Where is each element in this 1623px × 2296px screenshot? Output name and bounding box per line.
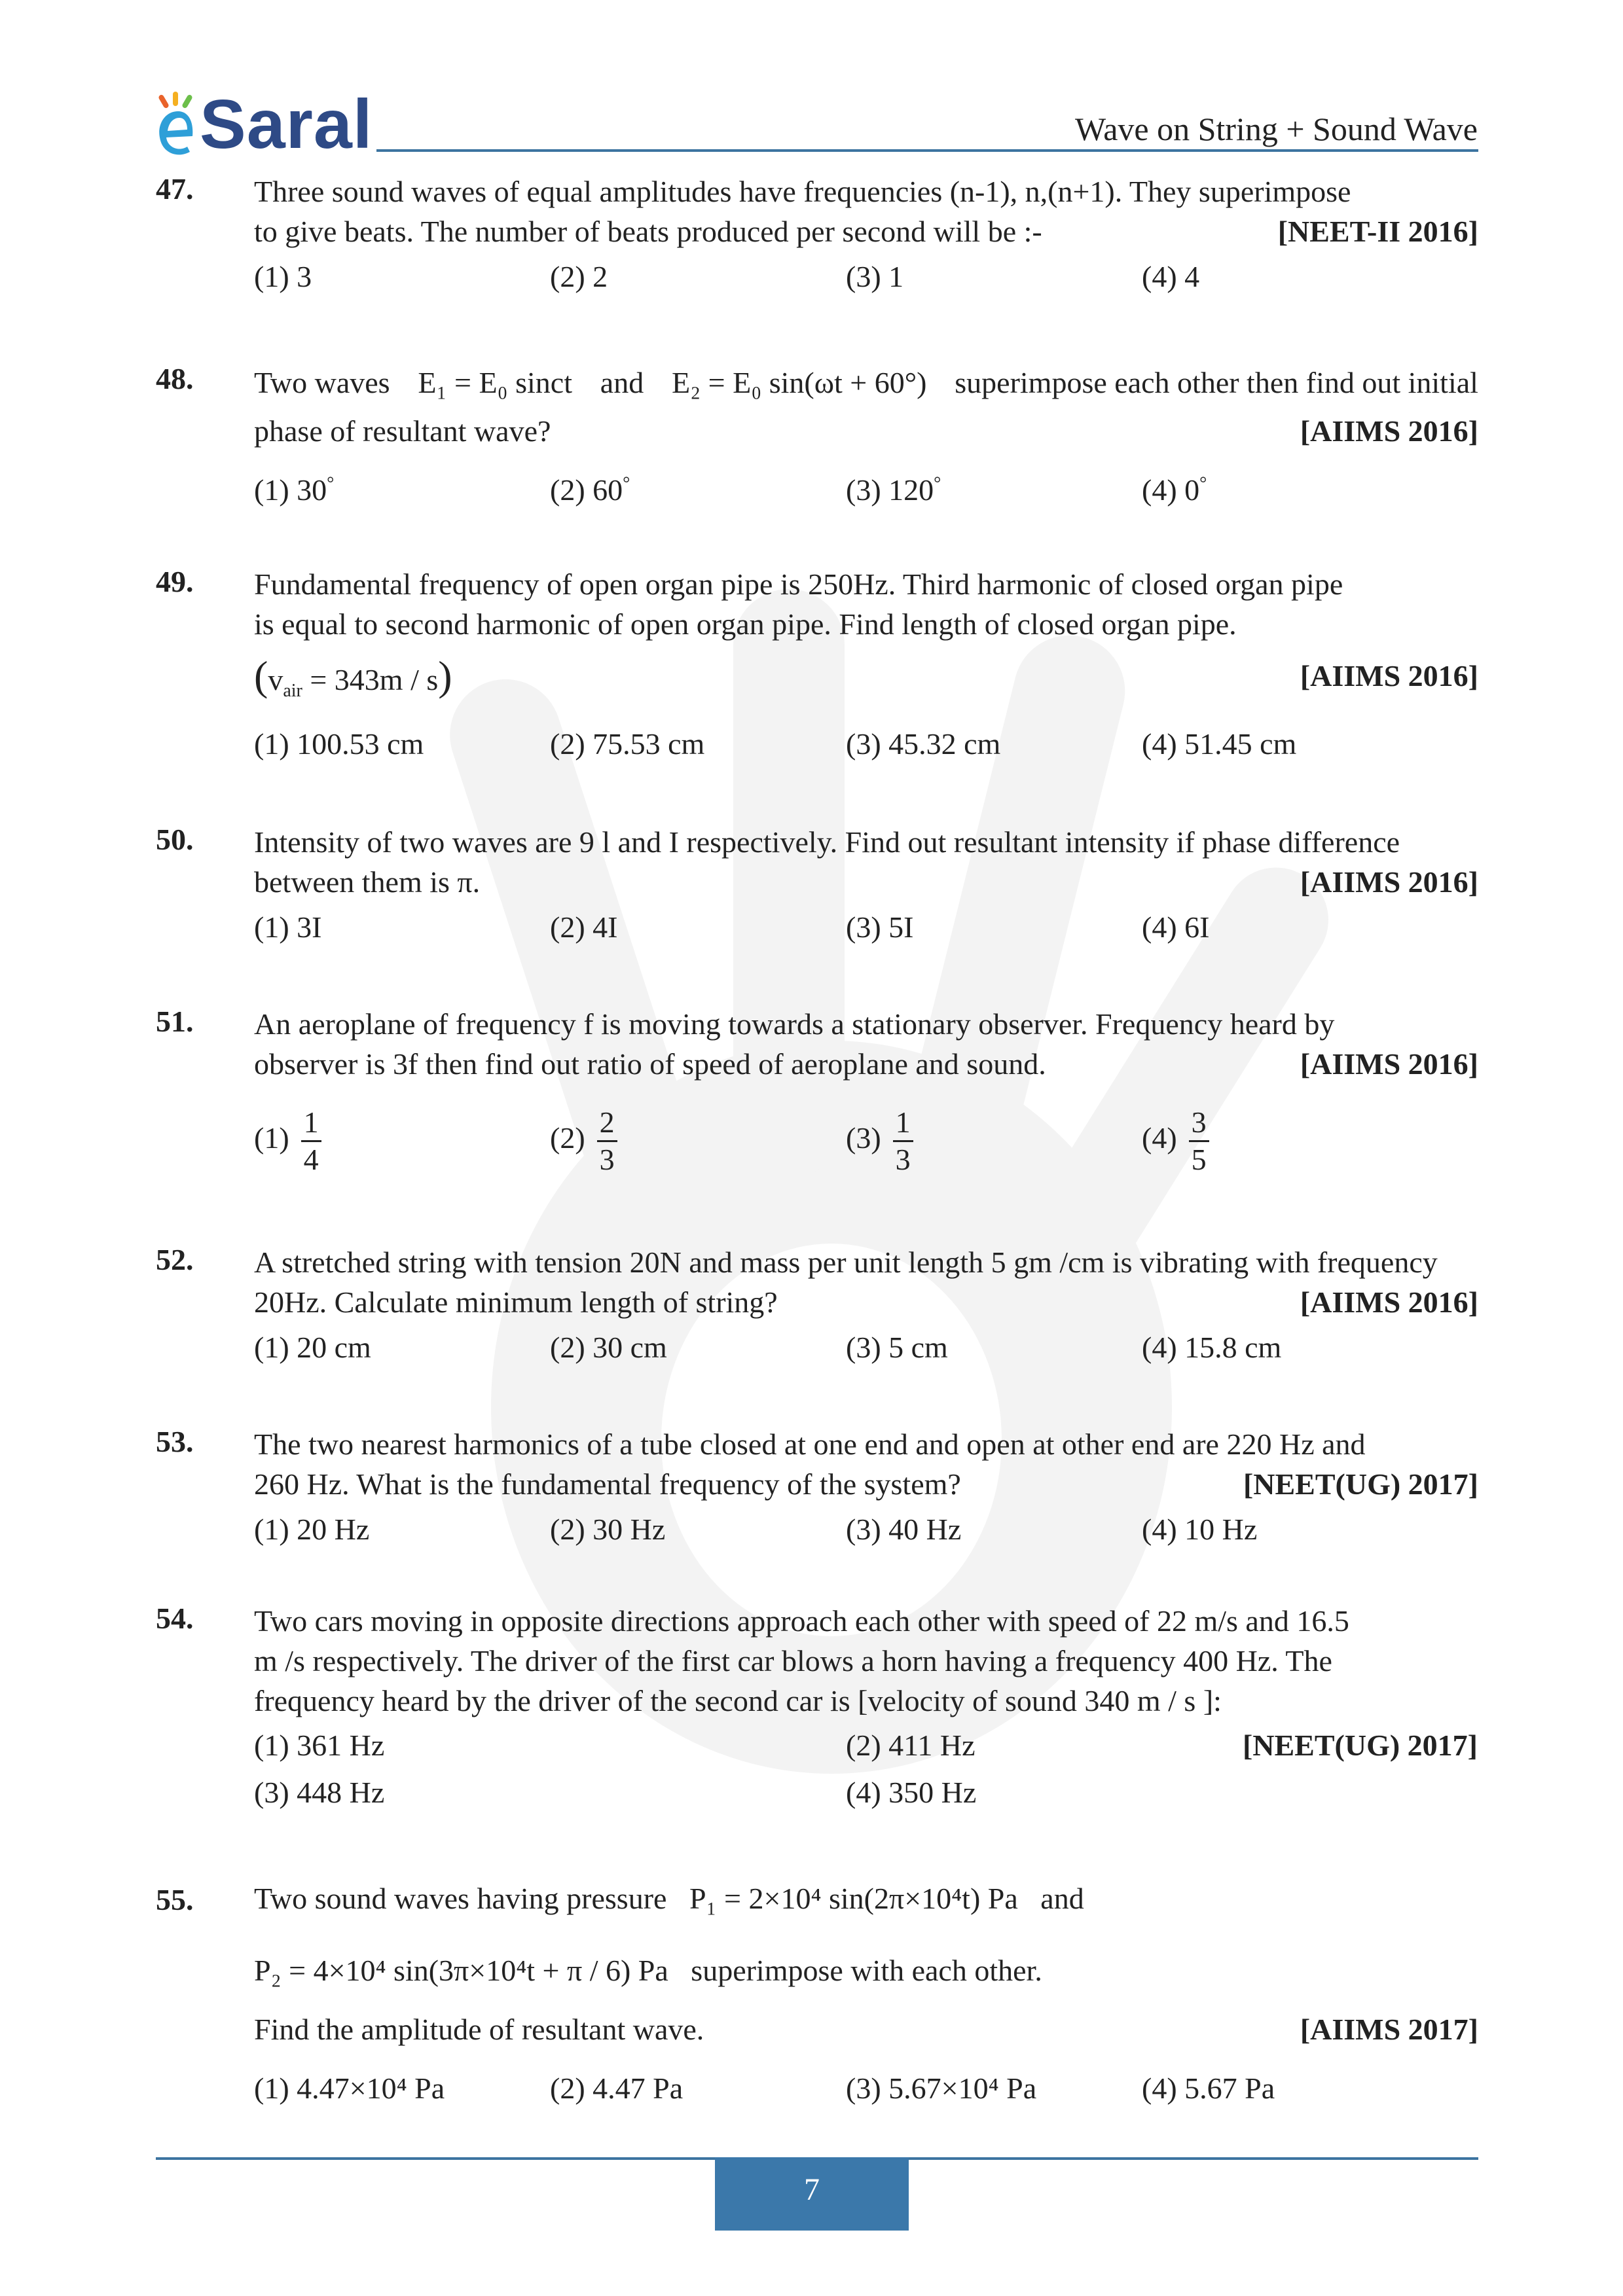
exam-tag: [NEET(UG) 2017] [1243, 1467, 1478, 1501]
exam-tag: [AIIMS 2017] [1300, 2013, 1478, 2046]
option[interactable]: (3) 5.67×10⁴ Pa [846, 2072, 1037, 2105]
question-47-text [254, 171, 1478, 251]
question-line: m /s respectively. The driver of the first car blows a horn having a frequency 400 Hz. The [254, 1644, 1332, 1677]
question-number: 49. [156, 565, 194, 598]
question-text-part: Two sound waves having pressure [254, 1882, 667, 1915]
equation: E₂ = E₀ sin(ωt + 60°) [672, 366, 927, 399]
question-text-part: superimpose each other then find out initial [955, 366, 1478, 399]
option[interactable]: (2) 411 Hz [846, 1729, 976, 1762]
option[interactable]: (4) 0° [1142, 473, 1207, 507]
option[interactable]: (4) 10 Hz [1142, 1513, 1258, 1546]
question-50-text [254, 822, 1478, 902]
option[interactable]: (2) 4.47 Pa [550, 2072, 684, 2105]
question-text-part: and [600, 366, 644, 399]
exam-tag: [AIIMS 2016] [1300, 865, 1478, 899]
exam-tag: [NEET-II 2016] [1277, 215, 1478, 248]
option[interactable]: (1) $\frac{1}{4}$ [254, 1105, 321, 1177]
option[interactable]: (1) 3I [254, 910, 322, 944]
option[interactable]: (3) 5 cm [846, 1331, 948, 1364]
question-text-part: and [1040, 1882, 1084, 1915]
question-line: to give beats. The number of beats produced per second will be :- [254, 215, 1042, 248]
option[interactable]: (1) 20 cm [254, 1331, 371, 1364]
question-54-text [254, 1601, 1478, 1721]
option[interactable]: (4) 6I [1142, 910, 1210, 944]
equation: P₂ = 4×10⁴ sin(3π×10⁴t + π / 6) Pa [254, 1954, 668, 1987]
question-55-text [254, 1876, 1478, 2053]
question-48-text [254, 359, 1478, 456]
question-line: Three sound waves of equal amplitudes have frequencies (n-1), n,(n+1). They superimpose [254, 175, 1351, 208]
equation: P₁ = 2×10⁴ sin(2π×10⁴t) Pa [689, 1882, 1018, 1915]
fraction: $\frac{1}{3}$ [893, 1105, 913, 1177]
option[interactable]: (3) 45.32 cm [846, 727, 1001, 761]
option[interactable]: (3) 5I [846, 910, 914, 944]
exam-tag: [NEET(UG) 2017] [1242, 1729, 1478, 1762]
question-49-text [254, 564, 1478, 711]
option[interactable]: (1) 4.47×10⁴ Pa [254, 2072, 445, 2105]
question-52-text [254, 1242, 1478, 1322]
question-number: 52. [156, 1243, 194, 1276]
option[interactable]: (3) 448 Hz [254, 1776, 385, 1809]
option[interactable]: (2) 4I [550, 910, 618, 944]
question-number: 47. [156, 172, 194, 206]
page-number: 7 [804, 2172, 820, 2207]
question-line: phase of resultant wave? [254, 414, 551, 448]
fraction: $\frac{1}{4}$ [301, 1105, 321, 1177]
option[interactable]: (1) 3 [254, 260, 312, 293]
option[interactable]: (2) 30 cm [550, 1331, 667, 1364]
question-line: observer is 3f then find out ratio of speed of aeroplane and sound. [254, 1047, 1046, 1081]
option[interactable]: (4) 350 Hz [846, 1776, 977, 1809]
question-text-part: superimpose with each other. [691, 1954, 1042, 1987]
exam-tag: [AIIMS 2016] [1300, 1047, 1478, 1081]
option[interactable]: (2) 2 [550, 260, 608, 293]
exam-tag: [AIIMS 2016] [1300, 1285, 1478, 1319]
option[interactable]: (3) 120° [846, 473, 941, 507]
fraction: $\frac{2}{3}$ [597, 1105, 617, 1177]
question-line: 20Hz. Calculate minimum length of string? [254, 1285, 778, 1319]
question-line: A stretched string with tension 20N and mass per unit length 5 gm /cm is vibrating with frequency [254, 1246, 1438, 1279]
option[interactable]: (2) 75.53 cm [550, 727, 705, 761]
question-line: Intensity of two waves are 9 l and I respectively. Find out resultant intensity if phase difference [254, 825, 1400, 859]
option[interactable]: (1) 20 Hz [254, 1513, 370, 1546]
page-header-title: Wave on String + Sound Wave [1075, 111, 1478, 147]
option[interactable]: (4) 51.45 cm [1142, 727, 1297, 761]
question-line: between them is π. [254, 865, 481, 899]
option[interactable]: (4) 15.8 cm [1142, 1331, 1282, 1364]
option[interactable]: (3) 1 [846, 260, 904, 293]
question-line: 260 Hz. What is the fundamental frequency of the system? [254, 1467, 961, 1501]
saral-logo-icon [152, 92, 204, 164]
question-line: frequency heard by the driver of the second car is [velocity of sound 340 m / s ]: [254, 1684, 1222, 1717]
question-number: 50. [156, 823, 194, 856]
question-number: 53. [156, 1425, 194, 1458]
option[interactable]: (2) $\frac{2}{3}$ [550, 1105, 617, 1177]
question-line: Two cars moving in opposite directions approach each other with speed of 22 m/s and 16.5 [254, 1604, 1349, 1638]
option[interactable]: (4) 4 [1142, 260, 1200, 293]
question-number: 54. [156, 1602, 194, 1635]
question-number: 55. [156, 1883, 194, 1916]
option[interactable]: (3) 40 Hz [846, 1513, 962, 1546]
option[interactable]: (2) 60° [550, 473, 630, 507]
question-number: 48. [156, 362, 194, 395]
option[interactable]: (4) $\frac{3}{5}$ [1142, 1105, 1209, 1177]
option[interactable]: (1) 100.53 cm [254, 727, 424, 761]
question-line: Fundamental frequency of open organ pipe is 250Hz. Third harmonic of closed organ pipe [254, 567, 1343, 601]
exam-tag: [AIIMS 2016] [1300, 659, 1478, 692]
question-51-text [254, 1004, 1478, 1084]
question-text-part: Two waves [254, 366, 390, 399]
question-53-text [254, 1424, 1478, 1504]
header-divider [376, 149, 1478, 152]
question-line: The two nearest harmonics of a tube closed at one end and open at other end are 220 Hz and [254, 1427, 1366, 1461]
brand-name: Saral [200, 86, 373, 163]
option[interactable]: (1) 30° [254, 473, 335, 507]
option[interactable]: (4) 5.67 Pa [1142, 2072, 1275, 2105]
question-number: 51. [156, 1005, 194, 1038]
question-line: An aeroplane of frequency f is moving towards a stationary observer. Frequency heard by [254, 1007, 1335, 1041]
exam-tag: [AIIMS 2016] [1300, 414, 1478, 448]
question-line: is equal to second harmonic of open organ pipe. Find length of closed organ pipe. [254, 607, 1237, 641]
option[interactable]: (3) $\frac{1}{3}$ [846, 1105, 913, 1177]
given-value: $(v_{air} = 343m / s)$ [254, 653, 452, 702]
fraction: $\frac{3}{5}$ [1189, 1105, 1209, 1177]
option[interactable]: (1) 361 Hz [254, 1729, 385, 1762]
option[interactable]: (2) 30 Hz [550, 1513, 666, 1546]
question-line: Find the amplitude of resultant wave. [254, 2013, 704, 2046]
equation: E₁ = E₀ sinct [418, 366, 572, 399]
